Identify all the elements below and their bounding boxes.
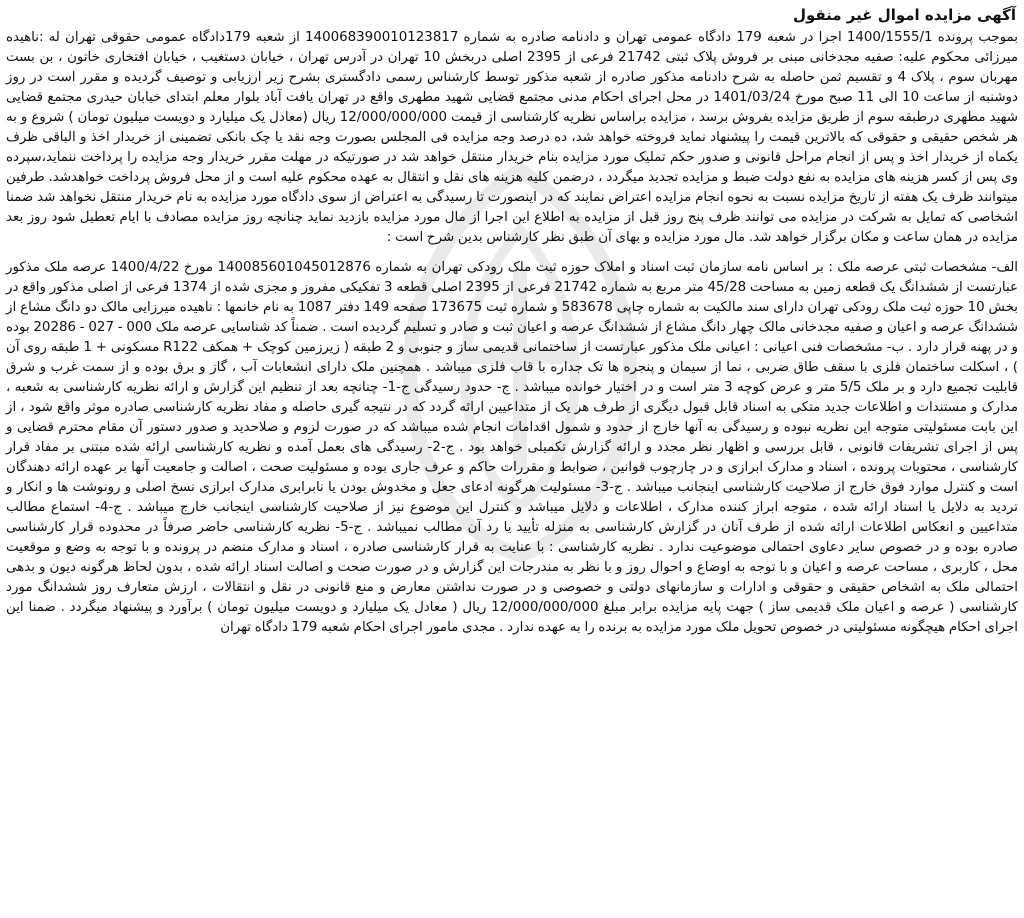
notice-paragraph-property-details	[6, 258, 1018, 638]
notice-title: آگهی مزایده اموال غیر منقول	[792, 6, 1016, 24]
officer-signature: مجدی مامور اجرای احکام شعبه 179 دادگاه تهران	[220, 620, 496, 635]
property-details-text: الف- مشخصات ثبتی عرصه ملک : بر اساس نامه سازمان ثبت اسناد و املاک حوزه ثبت ملک رودکی تهران به شماره 140085601045012876 مورخ 1400/4/22 عرصه ملک مذکور عبارتست از ششدانگ یک قطعه زمین به مساحت 45/28 متر مربع به شماره 21742 فرعی از 2395 اصلی قطعه 3 تفکیکی مفروز و مجزی شده از 1374 فرعی از اصلی مذکور واقع در بخش 10 حوزه ثبت ملک رودکی تهران دارای سند مالکیت به شماره چاپی 583678 و شماره ثبت 173675 صفحه 149 دفتر 1087 به نام خانمها : ناهیده میرزایی مالک دو دانگ مشاع از ششدانگ عرصه و اعیان و صفیه مجدخانی مالک چهار دانگ مشاع از ششدانگ عرصه و اعیان ثبت و صادر و تسلیم گردیده است . ضمناً کد شناسایی عرصه ملک 000 - 027 - 20286 بوده و در پهنه قرار دارد . ب- مشخصات فنی اعیانی : اعیانی ملک مذکور عبارتست از ساختمانی قدیمی ساز و جنوبی و 2 طبقه ( زیرزمین کوچک + همکف R122 مسکونی + 1 طبقه روی آن ) ، اسکلت ساختمان فلزی با سقف طاق ضربی ، نما از سیمان و پنجره ها تک جداره با قاب فلزی میباشد . همچنین ملک دارای انشعابات آب ، گاز و برق بوده و از سمت غرب و شرق قابلیت تجمیع دارد و بر ملک 5/5 متر و عرض کوچه 3 متر است و در اختیار خوانده میباشد . ج- حدود رسیدگی ج-1- چنانچه بعد از تنظیم این گزارش و ارائه نظریه کارشناسی به شعبه ، مدارک و مستندات و اطلاعات جدید متکی به اسناد قابل قبول دیگری از طرف هر یک از متداعیین ارائه گردد که در نتیجه گیری حاصله و مفاد نظریه کارشناسی صادره موثر واقع شود ، از این بابت مسئولیتی متوجه این نظریه نبوده و رسیدگی به آنها خارج از حدود و شمول اقدامات انجام شده میباشد که در صورت لزوم و صلاحدید و صدور دستور آن مقام محترم قضایی و پس از اجرای تشریفات قانونی ، قابل بررسی و اظهار نظر مجدد و ارائه گزارش تکمیلی خواهد بود . ج-2- رسیدگی های بعمل آمده و نظریه کارشناسی ارائه شده مبتنی بر مفاد قرار کارشناسی ، محتویات پرونده ، اسناد و مدارک ابرازی و در چارچوب قوانین ، ضوابط و مقررات حاکم و عرف جاری بوده و مسئولیت صحت ، اصالت و جامعیت آنها بر عهده ارائه دهندگان است و کنترل موارد فوق خارج از صلاحیت کارشناسی اینجانب میباشد . ج-3- مسئولیت هرگونه ادعای جعل و مخدوش بودن یا نابرابری مدارک ابرازی نسخ اصلی و رونوشت ها و انکار و تردید به دلایل یا اسناد ارائه شده ، متوجه ابراز کننده مدارک ، اطلاعات و دلایل میباشد و کنترل این موضوع نیز از صلاحیت کارشناسی اینجانب خارج میباشد . ج-4- استماع مطالب متداعیین و انعکاس اطلاعات ارائه شده از طرف آنان در گزارش کارشناسی به منزله تأیید یا رد آن مطالب نمیباشد . ج-5- نظریه کارشناسی حاضر صرفاً در محدوده قرار کارشناسی صادره بوده و در خصوص سایر دعاوی احتمالی موضوعیت ندارد . نظریه کارشناسی : با عنایت به قرار کارشناسی صادره ، اسناد و مدارک منضم در پرونده و با توجه به وضع و موقعیت محل ، کاربری ، مساحت عرصه و اعیان و با توجه به اوضاع و احوال روز و با نظر به مندرجات این گزارش و در صورت صحت و اصالت اسناد ارائه شده ، بدون لحاظ هرگونه دیون و بدهی احتمالی ملک به اشخاص حقیقی و حقوقی و ادارات و سازمانهای دولتی و خصوصی و در صورت نداشتن معارض و منع قانونی در نقل و انتقالات ، ارزش متعارف روز ششدانگ مورد کارشناسی ( عرصه و اعیان ملک قدیمی ساز ) جهت پایه مزایده برابر مبلغ 12/000/000/000 ریال ( معادل یک میلیارد و دویست میلیون تومان ) برآورد و پیشنهاد میگردد . ضمنا این اجرای احکام هیچگونه مسئولیتی در خصوص تحویل ملک مورد مزایده به برنده را به عهده ندارد .	[6, 260, 1019, 635]
notice-paragraph-auction-terms: بموجب پرونده 1400/1555/1 اجرا در شعبه 179 دادگاه عمومی تهران و دادنامه صادره به شماره 140068390010123817 از شعبه 179دادگاه عمومی حقوقی تهران له :ناهیده میرزائی محکوم علیه: صفیه مجدخانی مبنی بر فروش پلاک ثبتی 21742 فرعی از 2395 اصلی دربخش 10 تهران در آدرس تهران ، خیابان دستغیب ، خیابان افتخاری خاتون ، بن بست مهربان سوم ، پلاک 4 و تقسیم ثمن حاصله به شرح دادنامه مذکور صادره از شعبه مذکور توسط کارشناس رسمی دادگستری بشرح زیر ارزیابی و توصیف گردیده و مقرر است در روز دوشنبه از ساعت 10 الی 11 صبح مورخ 1401/03/24 در محل اجرای احکام مدنی مجتمع قضایی شهید مطهری واقع در تهران یافت آباد بلوار معلم ابتدای خیابان حیدری مجتمع قضایی شهید مطهری درطبقه سوم از طریق مزایده بفروش برسد ، مزایده براساس نظریه کارشناسی از قیمت 12/000/000/000 ریال (معادل یک میلیارد و دویست میلیون تومان ) شروع و به هر شخص حقیقی و حقوقی که بالاترین قیمت را پیشنهاد نماید فروخته خواهد شد، ده درصد وجه مزایده فی المجلس بصورت وجه نقد یا چک بانکی تضمینی از خریدار اخذ و الباقی ظرف یکماه از خریدار اخذ و پس از انجام مراحل قانونی و صدور حکم تملیک مورد مزایده بنام خریدار منتقل خواهد شد در صورتیکه در مهلت مقرر خریدار وجه مزایده را پرداخت ننماید،سپرده وی پس از کسر هزینه های مزایده به نفع دولت ضبط و مزایده تجدید میگردد ، درضمن کلیه هزینه های نقل و انتقال به عهده محکوم علیه است و از محل فروش پرداخت خواهدشد. طرفین میتوانند ظرف یک هفته از تاریخ مزایده نسبت به نحوه انجام مزایده اعتراض نمایند که در اینصورت تا رسیدگی به اعتراض از سوی دادگاه مورد مزایده به نام خریدار منتقل نخواهد شد ضمنا اشخاصی که تمایل به شرکت در مزایده می توانند ظرف پنج روز قبل از مزایده به اطلاع این اجرا از مال مورد مزایده بازدید نماید چنانچه روز مزایده مصادف با ایام تعطیل شود روز بعد مزایده در همان ساعت و مکان برگزار خواهد شد. مال مورد مزایده و بهای آن طبق نظر کارشناس بدین شرح است :	[6, 30, 1019, 245]
